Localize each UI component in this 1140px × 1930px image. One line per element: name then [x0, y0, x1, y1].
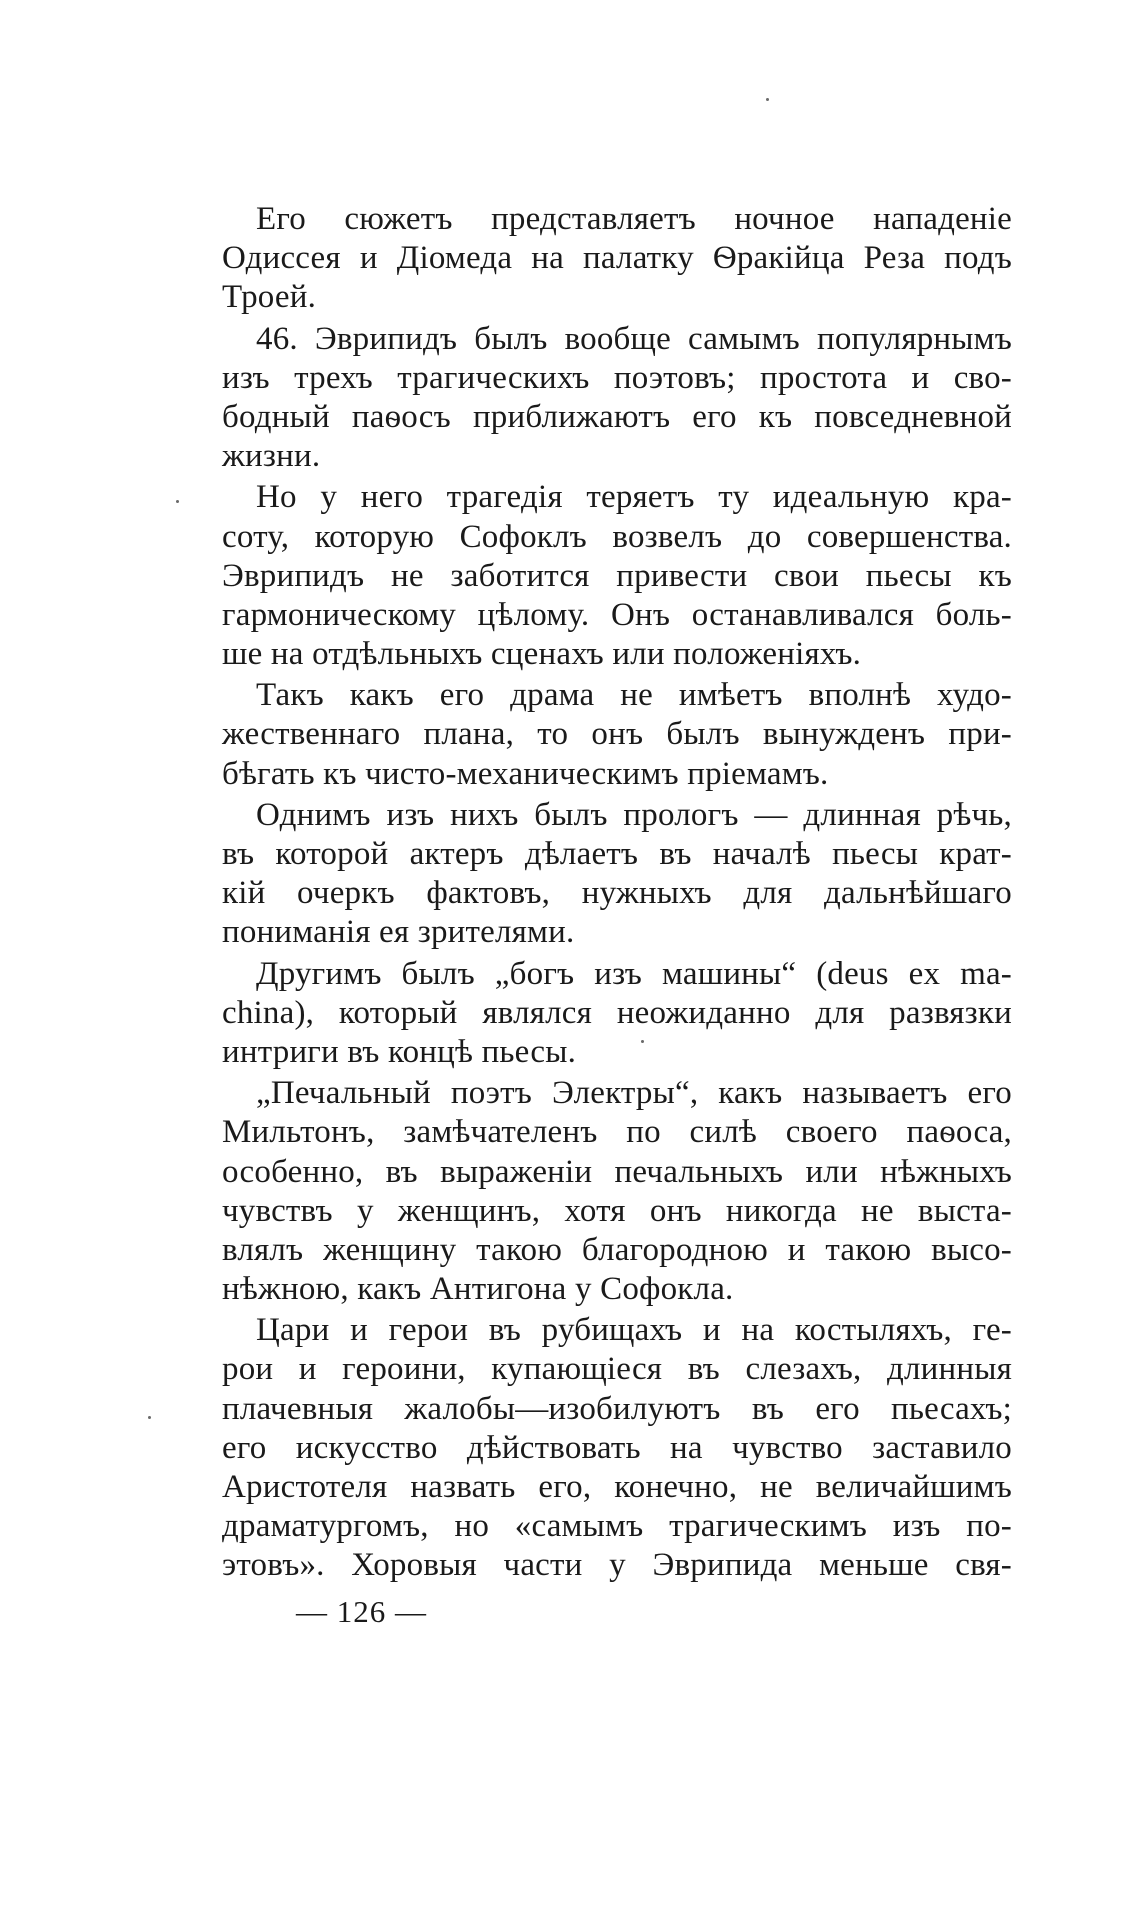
scan-speck — [766, 98, 769, 101]
text-line: china), который являлся неожиданно для развязки — [222, 994, 1012, 1031]
paragraph-3 — [222, 478, 1012, 674]
scan-speck — [176, 500, 179, 503]
text-line: Другимъ былъ „богъ изъ машины“ (deus ex ma- — [256, 955, 1012, 992]
scan-speck — [148, 1416, 151, 1419]
text-line: „Печальный поэтъ Электры“, какъ называетъ его — [256, 1075, 1012, 1112]
text-line: пониманія ея зрителями. — [222, 914, 575, 951]
text-line: Его сюжетъ представляетъ ночное нападеніе — [256, 201, 1012, 237]
text-line: плачевныя жалобы—изобилуютъ въ его пьесахъ; — [222, 1390, 1012, 1427]
text-line: ше на отдѣльныхъ сценахъ или положеніяхъ. — [222, 636, 862, 673]
paragraph-5 — [222, 796, 1012, 953]
page-body — [222, 200, 1012, 1586]
text-line: Такъ какъ его драма не имѣетъ вполнѣ худо- — [256, 677, 1012, 714]
text-line: влялъ женщину такою благородною и такою высо- — [222, 1231, 1012, 1268]
text-line: бѣгать къ чисто-механическимъ пріемамъ. — [222, 755, 829, 792]
text-line: гармоническому цѣлому. Онъ останавливался боль- — [222, 596, 1012, 633]
text-line: изъ трехъ трагическихъ поэтовъ; простота и сво- — [222, 359, 1012, 396]
paragraph-6 — [222, 955, 1012, 1073]
text-line: его искусство дѣйствовать на чувство заставило — [222, 1429, 1012, 1466]
text-line: въ которой актеръ дѣлаетъ въ началѣ пьесы крат- — [222, 836, 1012, 872]
text-line: интриги въ концѣ пьесы. — [222, 1033, 577, 1070]
text-line: Однимъ изъ нихъ былъ прологъ — длинная рѣчь, — [256, 796, 1012, 833]
text-line: нѣжною, какъ Антигона у Софокла. — [222, 1271, 734, 1308]
text-line: жизни. — [222, 438, 321, 475]
paragraph-8 — [222, 1311, 1012, 1585]
text-line: Одиссея и Діомеда на палатку Ѳракійца Реза подъ — [222, 240, 1012, 277]
text-line: драматургомъ, но «самымъ трагическимъ изъ по- — [222, 1508, 1012, 1545]
text-line: особенно, въ выраженіи печальныхъ или нѣжныхъ — [222, 1153, 1012, 1190]
text-line: Мильтонъ, замѣчателенъ по силѣ своего паѳоса, — [222, 1114, 1012, 1151]
text-line: Цари и герои въ рубищахъ и на костыляхъ, ге- — [256, 1312, 1012, 1349]
text-line: рои и героини, купающіеся въ слезахъ, длинныя — [222, 1351, 1012, 1388]
text-line: кій очеркъ фактовъ, нужныхъ для дальнѣйшаго — [222, 875, 1012, 912]
text-line: Эврипидъ не заботится привести свои пьесы къ — [222, 557, 1012, 594]
page-number: — 126 — — [296, 1594, 427, 1629]
text-line: Троей. — [222, 279, 317, 316]
scan-speck — [641, 1040, 644, 1043]
text-line: бодный паѳосъ приближаютъ его къ повседневной — [222, 398, 1012, 435]
paragraph-7 — [222, 1074, 1012, 1309]
text-line: жественнаго плана, то онъ былъ вынужденъ при- — [222, 716, 1012, 753]
text-line: Но у него трагедія теряетъ ту идеальную кра- — [256, 479, 1012, 516]
text-line: этовъ». Хоровыя части у Эврипида меньше свя- — [222, 1547, 1012, 1584]
paragraph-4 — [222, 676, 1012, 794]
text-line: 46. Эврипидъ былъ вообще самымъ популярнымъ — [256, 320, 1012, 357]
text-line: Аристотеля назвать его, конечно, не величайшимъ — [222, 1469, 1012, 1505]
text-line: соту, которую Софоклъ возвелъ до совершенства. — [222, 518, 1012, 555]
paragraph-2 — [222, 320, 1012, 477]
text-line: чувствъ у женщинъ, хотя онъ никогда не выста- — [222, 1192, 1012, 1229]
paragraph-1 — [222, 200, 1012, 318]
